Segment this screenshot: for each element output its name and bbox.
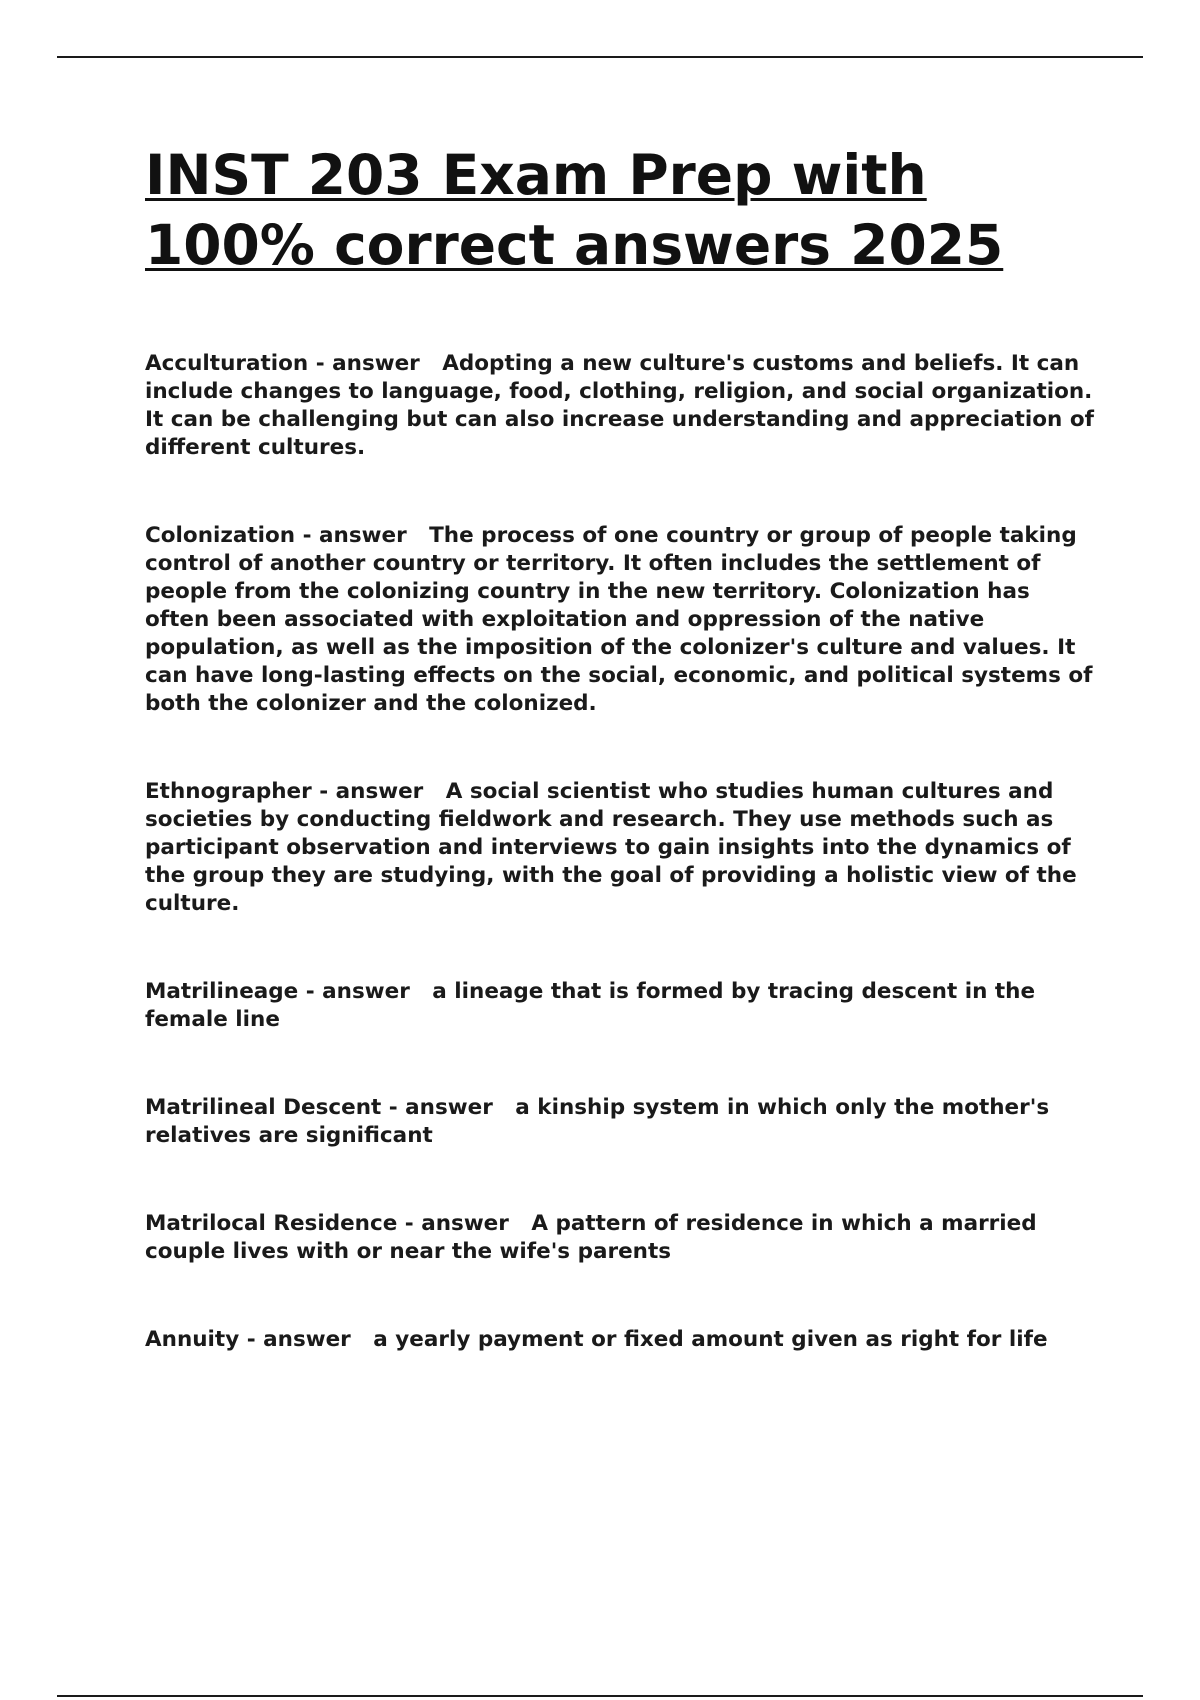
top-rule xyxy=(57,56,1143,58)
answer-separator: - answer xyxy=(239,1327,374,1352)
term-label: Matrilocal Residence xyxy=(145,1211,398,1236)
answer-separator: - answer xyxy=(295,523,430,548)
answer-separator: - answer xyxy=(397,1211,532,1236)
document-title: INST 203 Exam Prep with 100% correct answers 2025 xyxy=(145,143,1004,277)
term-entry-matrilineal-descent xyxy=(145,1094,1100,1150)
term-definition: A pattern of residence in which a married couple lives with or near the wife's parents xyxy=(145,1211,1037,1264)
term-label: Matrilineal Descent xyxy=(145,1095,382,1120)
term-label: Matrilineage xyxy=(145,979,299,1004)
term-label: Ethnographer xyxy=(145,779,312,804)
term-label: Acculturation xyxy=(145,351,309,376)
answer-separator: - answer xyxy=(308,351,443,376)
term-definition: A social scientist who studies human cultures and societies by conducting fieldwork and research. They use methods such as participant observation and interviews to gain insights into the dynamics of the group they are studying, with the goal of providing a holistic view of the culture. xyxy=(145,779,1077,916)
term-entry-matrilocal-residence xyxy=(145,1210,1100,1266)
term-entry-colonization xyxy=(145,522,1100,718)
bottom-rule xyxy=(57,1695,1143,1697)
answer-separator: - answer xyxy=(298,979,433,1004)
term-label: Annuity xyxy=(145,1327,240,1352)
term-definition: Adopting a new culture's customs and beliefs. It can include changes to language, food, clothing, religion, and social organization. It can be challenging but can also increase understanding and appreciation of different cultures. xyxy=(145,351,1094,460)
term-entry-matrilineage xyxy=(145,978,1100,1034)
term-entry-acculturation xyxy=(145,350,1100,462)
term-definition: a yearly payment or fixed amount given as right for life xyxy=(373,1327,1048,1352)
term-definition: a lineage that is formed by tracing descent in the female line xyxy=(145,979,1036,1032)
term-label: Colonization xyxy=(145,523,296,548)
term-entry-ethnographer xyxy=(145,778,1100,918)
term-definition: a kinship system in which only the mother's relatives are significant xyxy=(145,1095,1050,1148)
term-definition: The process of one country or group of people taking control of another country or territory. It often includes the settlement of people from the colonizing country in the new territory. Colonization has often been associated with exploitation and oppression of the native population, as well as the imposition of the colonizer's culture and values. It can have long-lasting effects on the social, economic, and political systems of both the colonizer and the colonized. xyxy=(145,523,1093,716)
answer-separator: - answer xyxy=(311,779,446,804)
answer-separator: - answer xyxy=(381,1095,516,1120)
term-entry-annuity xyxy=(145,1326,1100,1354)
page-content xyxy=(145,140,1105,1414)
term-list xyxy=(145,350,1105,1354)
